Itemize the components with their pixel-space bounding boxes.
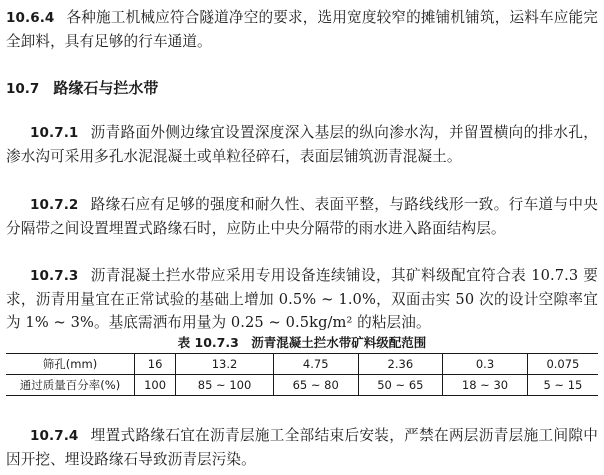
clause-text: 路缘石应有足够的强度和耐久性、表面平整，与路线线形一致。行车道与中央分隔带之间设置埋置式路缘石时，应防止中央分隔带的雨水进入路面结构层。: [6, 196, 598, 237]
clause-text: 各种施工机械应符合隧道净空的要求，选用宽度较窄的摊铺机铺筑，运料车应能完全卸料，具有足够的行车通道。: [6, 9, 598, 50]
table-row-sieve: [6, 354, 598, 375]
section-number: 10.7: [6, 81, 40, 97]
cell-sieve: 0.075: [527, 354, 598, 375]
clause-number: 10.7.2: [30, 197, 79, 213]
cell-passing: 50 ~ 65: [358, 375, 443, 396]
clause-text: 沥青路面外侧边缘宜设置深度深入基层的纵向渗水沟，并留置横向的排水孔，渗水沟可采用多孔水泥混凝土或单粒径碎石，表面层铺筑沥青混凝土。: [6, 124, 598, 165]
section-heading: [6, 77, 158, 98]
cell-passing: 18 ~ 30: [443, 375, 528, 396]
clause-10-7-1: [6, 121, 598, 168]
cell-sieve: 16: [135, 354, 176, 375]
clause-number: 10.7.4: [30, 428, 79, 444]
row-header-sieve: 筛孔(mm): [6, 354, 135, 375]
clause-10-6-4: [6, 6, 598, 53]
table-caption: 表 10.7.3 沥青混凝土拦水带矿料级配范围: [177, 335, 427, 350]
cell-passing: 65 ~ 80: [273, 375, 358, 396]
clause-10-7-3: [6, 264, 598, 334]
cell-passing: 5 ~ 15: [527, 375, 598, 396]
clause-10-7-2: [6, 193, 598, 240]
section-title-text: 路缘石与拦水带: [53, 79, 159, 97]
cell-passing: 85 ~ 100: [176, 375, 274, 396]
clause-number: 10.7.3: [30, 268, 79, 284]
cell-passing: 100: [135, 375, 176, 396]
cell-sieve: 0.3: [443, 354, 528, 375]
table-row-passing: [6, 375, 598, 396]
clause-number: 10.7.1: [30, 125, 79, 141]
clause-10-7-4: [6, 424, 598, 471]
clause-text: 沥青混凝土拦水带应采用专用设备连续铺设，其矿料级配宜符合表 10.7.3 要求，沥青用量宜在正常试验的基础上增加 0.5% ~ 1.0%，双面击实 50 次的设计空隙率宜为 1% ~ 3%。基底需洒布用量为 0.25 ~ 0.5kg/m² 的粘层油。: [6, 267, 598, 331]
cell-sieve: 4.75: [273, 354, 358, 375]
cell-sieve: 13.2: [176, 354, 274, 375]
row-header-passing: 通过质量百分率(%): [19, 378, 121, 392]
gradation-table: [6, 353, 598, 396]
cell-sieve: 2.36: [358, 354, 443, 375]
clause-number: 10.6.4: [6, 10, 55, 26]
clause-text: 埋置式路缘石宜在沥青层施工全部结束后安装，严禁在两层沥青层施工间隙中因开挖、埋设路缘石导致沥青层污染。: [6, 427, 598, 468]
